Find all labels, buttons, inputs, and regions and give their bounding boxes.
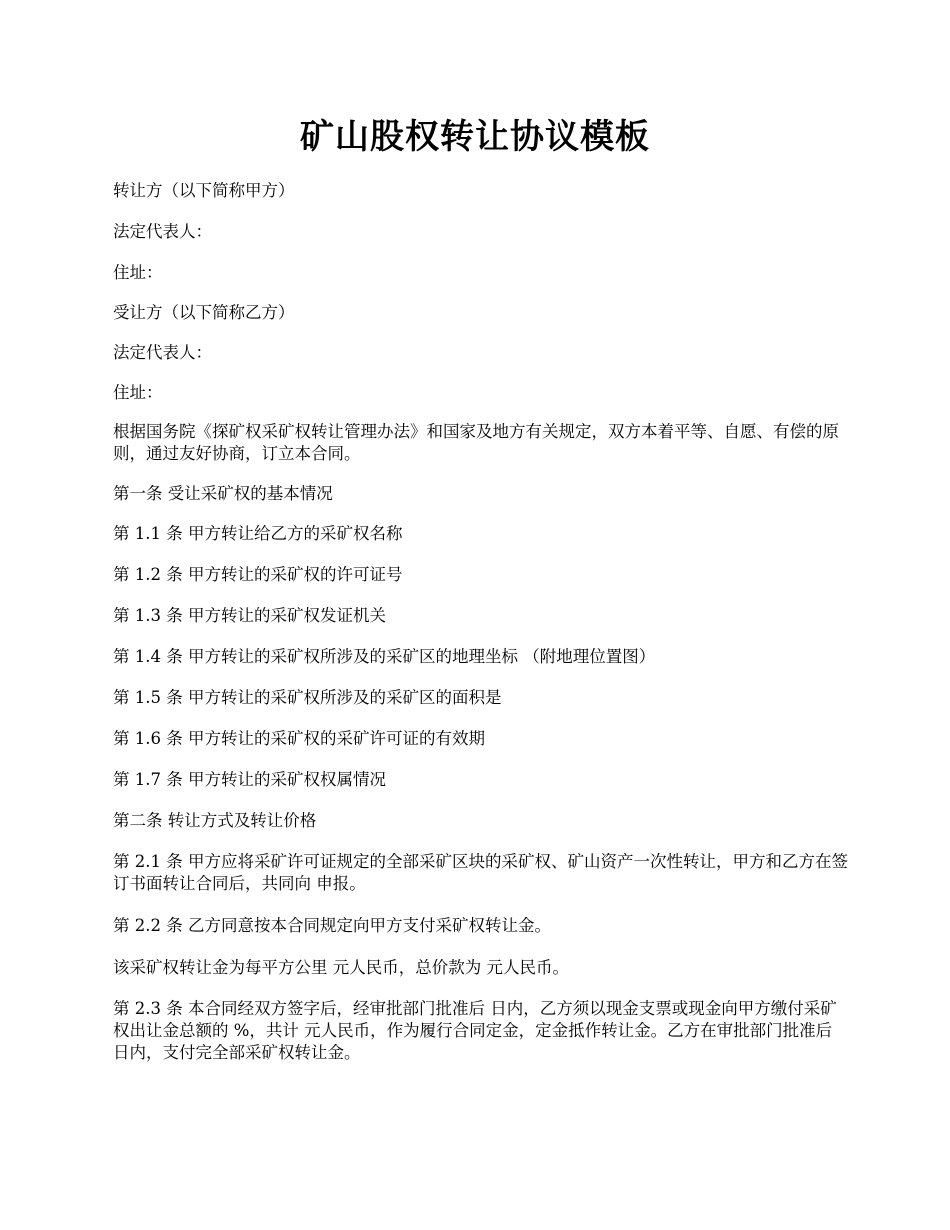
paragraph-transferor: 转让方（以下简称甲方） xyxy=(113,181,295,200)
clause-1-2: 第 1.2 条 甲方转让的采矿权的许可证号 xyxy=(113,565,403,584)
paragraph-transferee: 受让方（以下简称乙方） xyxy=(113,303,295,322)
paragraph-preamble: 根据国务院《探矿权采矿权转让管理办法》和国家及地方有关规定，双方本着平等、自愿、有偿的原则，通过友好协商，订立本合同。 xyxy=(113,422,839,463)
clause-1-4: 第 1.4 条 甲方转让的采矿权所涉及的采矿区的地理坐标 （附地理位置图） xyxy=(113,647,656,666)
paragraph-legal-rep-a: 法定代表人： xyxy=(113,222,212,241)
article-2-heading: 第二条 转让方式及转让价格 xyxy=(113,811,317,830)
clause-2-2-price: 该采矿权转让金为每平方公里 元人民币，总价款为 元人民币。 xyxy=(113,958,569,977)
paragraph-address-a: 住址： xyxy=(113,263,163,282)
document-title: 矿山股权转让协议模板 xyxy=(300,117,650,157)
clause-1-3: 第 1.3 条 甲方转让的采矿权发证机关 xyxy=(113,606,386,625)
paragraph-address-b: 住址： xyxy=(113,383,163,402)
clause-2-1: 第 2.1 条 甲方应将采矿许可证规定的全部采矿区块的采矿权、矿山资产一次性转让，甲方和乙方在签订书面转让合同后，共同向 申报。 xyxy=(113,852,848,893)
clause-2-3: 第 2.3 条 本合同经双方签字后，经审批部门批准后 日内，乙方须以现金支票或现金向甲方缴付采矿权出让金总额的 %，共计 元人民币，作为履行合同定金，定金抵作转让金。乙方在审批部门批准后 日内，支付完全部采矿权转让金。 xyxy=(113,999,837,1062)
clause-1-5: 第 1.5 条 甲方转让的采矿权所涉及的采矿区的面积是 xyxy=(113,688,502,707)
clause-1-7: 第 1.7 条 甲方转让的采矿权权属情况 xyxy=(113,770,386,789)
clause-1-6: 第 1.6 条 甲方转让的采矿权的采矿许可证的有效期 xyxy=(113,729,485,748)
paragraph-legal-rep-b: 法定代表人： xyxy=(113,343,212,362)
clause-1-1: 第 1.1 条 甲方转让给乙方的采矿权名称 xyxy=(113,524,403,543)
clause-2-2: 第 2.2 条 乙方同意按本合同规定向甲方支付采矿权转让金。 xyxy=(113,916,551,935)
article-1-heading: 第一条 受让采矿权的基本情况 xyxy=(113,484,333,503)
